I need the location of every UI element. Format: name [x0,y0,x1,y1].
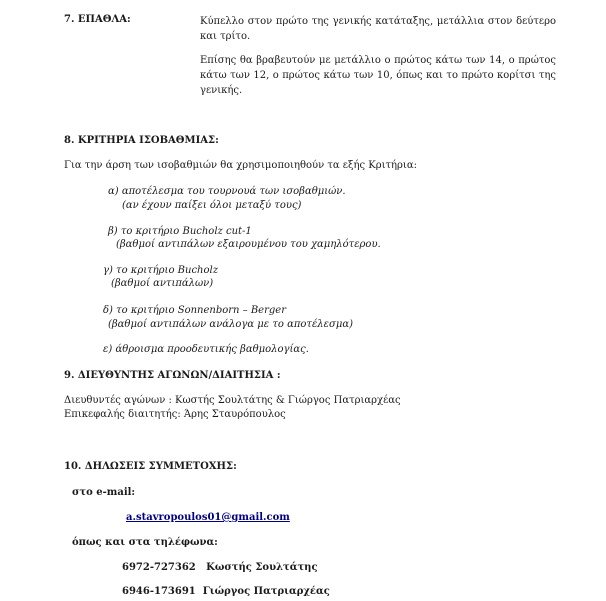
email-link[interactable]: a.stavropoulos01@gmail.com [126,512,290,523]
criterion-a: α) αποτέλεσμα του τουρνουά των ισοβαθμιών. [108,186,346,197]
criterion-a-note: (αν έχουν παίξει όλοι μεταξύ τους) [122,200,302,211]
criterion-c: γ) το κριτήριο Bucholz [103,265,218,276]
criterion-b-note: (βαθμοί αντιπάλων εξαιρουμένου του χαμηλότερου. [116,239,381,250]
criterion-e: ε) άθροισμα προοδευτικής βαθμολογίας. [103,344,309,355]
criterion-d-note: (βαθμοί αντιπάλων ανάλογα με το αποτέλεσμα) [108,319,353,330]
tournament-directors: Διευθυντές αγώνων : Κωστής Σουλτάτης & Γιώργος Πατριαρχέας [64,395,401,406]
section-8-heading: 8. ΚΡΙΤΗΡΙΑ ΙΣΟΒΑΘΜΙΑΣ: [64,135,219,146]
phones-label: όπως και στα τηλέφωνα: [72,537,218,548]
section-9-heading: 9. ΔΙΕΥΘΥΝΤΗΣ ΑΓΩΝΩΝ/ΔΙΑΙΤΗΣΙΑ : [64,370,281,381]
section-8-intro: Για την άρση των ισοβαθμιών θα χρησιμοποιηθούν τα εξής Κριτήρια: [64,160,417,171]
email-label: στο e-mail: [72,487,136,498]
criterion-c-note: (βαθμοί αντιπάλων) [111,278,214,289]
section-7-paragraph-1: Κύπελλο στον πρώτο της γενικής κατάταξης, μετάλλια στον δεύτερο και τρίτο. [200,16,556,42]
section-10-heading: 10. ΔΗΛΩΣΕΙΣ ΣΥΜΜΕΤΟΧΗΣ: [64,461,237,472]
section-7-heading: 7. ΕΠΑΘΛΑ: [64,14,131,25]
phone-1: 6972-727362 Κωστής Σουλτάτης [122,562,318,573]
section-7-paragraph-2: Επίσης θα βραβευτούν με μετάλλιο ο πρώτος κάτω των 14, ο πρώτος κάτω των 12, ο πρώτος κάτω των 10, όπως και το πρώτο κορίτσι της γενικής. [200,55,556,96]
chief-arbiter: Επικεφαλής διαιτητής: Άρης Σταυρόπουλος [64,409,286,420]
criterion-b: β) το κριτήριο Bucholz cut-1 [108,226,252,237]
phone-2: 6946-173691 Γιώργος Πατριαρχέας [122,586,330,597]
criterion-d: δ) το κριτήριο Sonnenborn – Berger [103,305,286,316]
